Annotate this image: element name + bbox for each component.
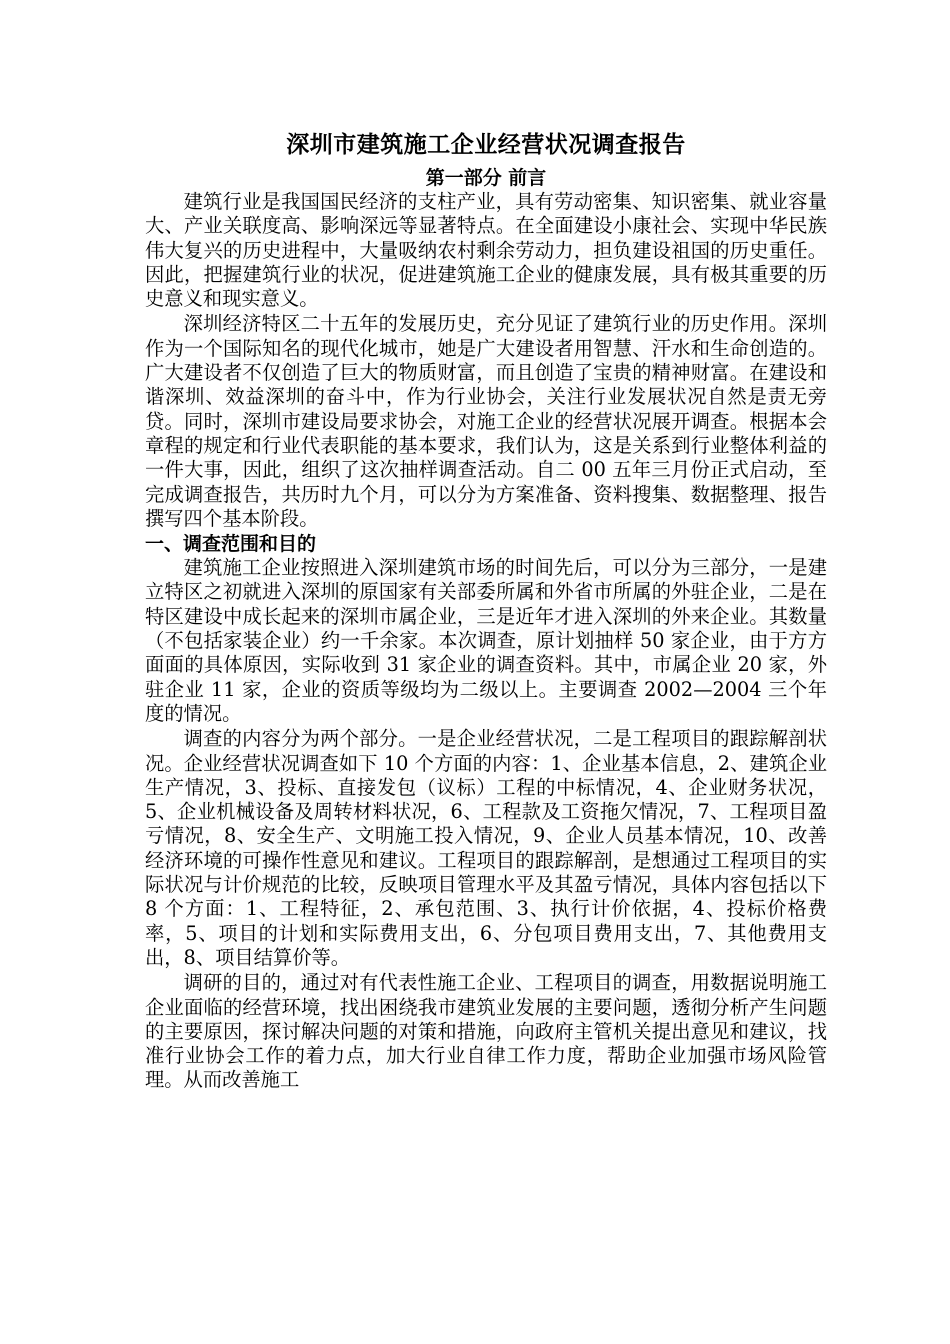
document-body: [145, 128, 827, 1094]
paragraph-intro-2: 深圳经济特区二十五年的发展历史，充分见证了建筑行业的历史作用。深圳作为一个国际知名的现代化城市，她是广大建设者用智慧、汗水和生命创造的。广大建设者不仅创造了巨大的物质财富，而且创造了宝贵的精神财富。在建设和谐深圳、效益深圳的奋斗中，作为行业协会，关注行业发展状况自然是责无旁贷。同时，深圳市建设局要求协会，对施工企业的经营状况展开调查。根据本会章程的规定和行业代表职能的基本要求，我们认为，这是关系到行业整体利益的一件大事，因此，组织了这次抽样调查活动。自二 00 五年三月份正式启动，至完成调查报告，共历时九个月，可以分为方案准备、资料搜集、数据整理、报告撰写四个基本阶段。: [145, 312, 827, 530]
section-heading: 一、调查范围和目的: [145, 533, 317, 556]
paragraph-scope: 建筑施工企业按照进入深圳建筑市场的时间先后，可以分为三部分，一是建立特区之初就进入深圳的原国家有关部委所属和外省市所属的外驻企业，二是在特区建设中成长起来的深圳市属企业，三是近年才进入深圳的外来企业。其数量（不包括家装企业）约一千余家。本次调查，原计划抽样 50 家企业，由于方方面面的具体原因，实际收到 31 家企业的调查资料。其中，市属企业 20 家，外驻企业 11 家，企业的资质等级均为二级以上。主要调查 2002—2004 三个年度的情况。: [145, 556, 827, 725]
document-title: 深圳市建筑施工企业经营状况调查报告: [286, 131, 686, 158]
paragraph-content: 调查的内容分为两个部分。一是企业经营状况，二是工程项目的跟踪解剖状况。企业经营状况调查如下 10 个方面的内容：1、企业基本信息，2、建筑企业生产情况，3、投标、直接发包（议标）工程的中标情况，4、企业财务状况，5、企业机械设备及周转材料状况，6、工程款及工资拖欠情况，7、工程项目盈亏情况，8、安全生产、文明施工投入情况，9、企业人员基本情况，10、改善经济环境的可操作性意见和建议。工程项目的跟踪解剖，是想通过工程项目的实际状况与计价规范的比较，反映项目管理水平及其盈亏情况，具体内容包括以下 8 个方面：1、工程特征，2、承包范围、3、执行计价依据，4、投标价格费率，5、项目的计划和实际费用支出，6、分包项目费用支出，7、其他费用支出，8、项目结算价等。: [145, 727, 827, 969]
paragraph-intro-1: 建筑行业是我国国民经济的支柱产业，具有劳动密集、知识密集、就业容量大、产业关联度高、影响深远等显著特点。在全面建设小康社会、实现中华民族伟大复兴的历史进程中，大量吸纳农村剩余劳动力，担负建设祖国的历史重任。因此，把握建筑行业的状况，促进建筑施工企业的健康发展，具有极其重要的历史意义和现实意义。: [145, 190, 827, 311]
part-heading: 第一部分 前言: [425, 167, 547, 189]
paragraph-purpose: 调研的目的，通过对有代表性施工企业、工程项目的调查，用数据说明施工企业面临的经营环境，找出困绕我市建筑业发展的主要问题，透彻分析产生问题的主要原因，探讨解决问题的对策和措施，向政府主管机关提出意见和建议，找准行业协会工作的着力点，加大行业自律工作力度，帮助企业加强市场风险管理。从而改善施工: [145, 971, 827, 1092]
